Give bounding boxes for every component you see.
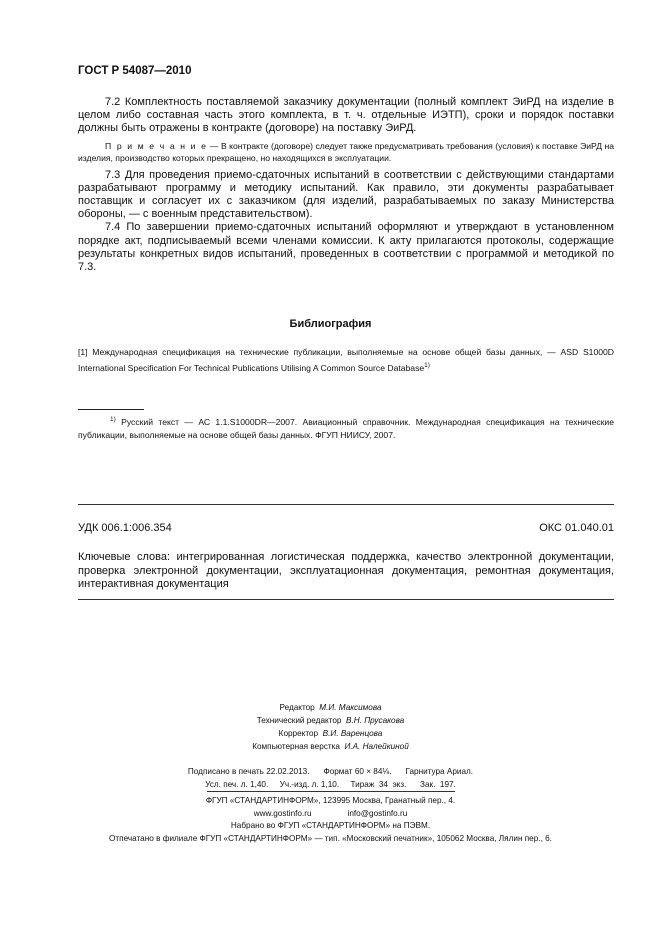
keywords [78,551,614,592]
credit-tech-editor [0,714,661,727]
publisher-contacts [0,808,661,821]
bottom-divider [78,599,614,600]
footnote-separator [78,409,144,410]
print-format: Формат 60 × 84⅛. [323,767,392,776]
imprint-divider [207,791,455,792]
bibliography-entry [78,346,614,375]
note-label: П р и м е ч а н и е [105,140,208,151]
note-text: — В контракте (договоре) следует также предусматривать требования (условия) к поставке ЭиРД на изделия, производство которых прекращено, но находящихся в эксплуатации. [78,140,614,164]
print-font: Гарнитура Ариал. [405,767,474,776]
publisher-website: www.gostinfo.ru [253,808,312,818]
print-info-line-2: Усл. печ. л. 1,40. Уч.-изд. л. 1,10. Тираж 34 экз. Зак. 197. [205,780,456,789]
credit-role: Корректор [278,729,319,738]
paragraph-7-4: 7.4 По завершении приемо-сдаточных испытаний оформляют и утверждают в установленном порядке акт, подписываемый всеми членами комиссии. К акту прилагаются протоколы, содержащие результаты конкретных видов испытаний, проведенных в соответствии с программой и методикой по 7.3. [78,221,614,274]
publisher-address: ФГУП «СТАНДАРТИНФОРМ», 123995 Москва, Гранатный пер., 4. [205,796,456,805]
credit-proofreader [0,727,661,740]
printed-note: Отпечатано в филиале ФГУП «СТАНДАРТИНФОРМ» — тип. «Московский печатник», 105062 Москва, Лялин пер., 6. [109,833,552,843]
footnote [78,413,614,442]
print-signed: Подписано в печать 22.02.2013. [187,767,310,776]
bibliography-title: Библиография [289,318,372,330]
footnote-reference: 1) [424,362,430,369]
footnote-mark: 1) [110,416,116,423]
credit-layout [0,740,661,753]
credit-name: В.И. Варенцова [322,729,383,738]
credit-name: М.И. Максимова [319,703,382,712]
note-paragraph [78,140,614,165]
paragraph-7-2: 7.2 Комплектность поставляемой заказчику документации (полный комплект ЭиРД на изделие в целом либо составная часть этого комплекта, в т. ч. отдельные ИЭТП), сроки и порядок поставки должны быть отражены в контракте (договоре) на поставку ЭиРД. [78,96,614,135]
publisher-email: info@gostinfo.ru [347,808,408,818]
udk-code: УДК 006.1:006.354 [78,522,172,534]
typeset-note: Набрано во ФГУП «СТАНДАРТИНФОРМ» на ПЭВМ. [230,821,431,830]
imprint-block [0,795,661,845]
bibliography-list [78,346,614,375]
bibliography-entry-text: [1] Международная спецификация на технические публикации, выполняемые на основе общей базы данных, — ASD S1000D International Specification For Technical Publications Utilising A Common Source Database [78,347,614,373]
credit-name: В.Н. Прусакова [346,716,405,725]
top-divider [78,504,614,505]
credit-name: И.А. Налейкиной [344,742,409,751]
credit-role: Компьютерная верстка [252,742,340,751]
oks-code: ОКС 01.040.01 [539,522,614,534]
paragraph-7-3: 7.3 Для проведения приемо-сдаточных испытаний в соответствии с действующими стандартами разрабатывают программу и методику испытаний. Как правило, эти документы разрабатывает поставщик и согласует их с заказчиком (для изделий, разрабатываемых по заказу Министерства обороны, — с военным представительством). [78,168,614,221]
keywords-text: Ключевые слова: интегрированная логистическая поддержка, качество электронной документации, проверка электронной документации, эксплуатационная документация, ремонтная документация, интерактивная документация [78,551,614,590]
print-info-line-1 [0,765,661,778]
credit-editor [0,701,661,714]
footnote-text: Русский текст — АС 1.1.S1000DR—2007. Авиационный справочник. Международная спецификация на технические публикации, выполняемые на основе общей базы данных. ФГУП НИИСУ, 2007. [78,417,614,440]
section-7-text [78,96,614,274]
standard-number: ГОСТ Р 54087—2010 [78,65,192,77]
credit-role: Редактор [279,703,315,712]
credit-role: Технический редактор [256,716,342,725]
credits-block [0,701,661,791]
